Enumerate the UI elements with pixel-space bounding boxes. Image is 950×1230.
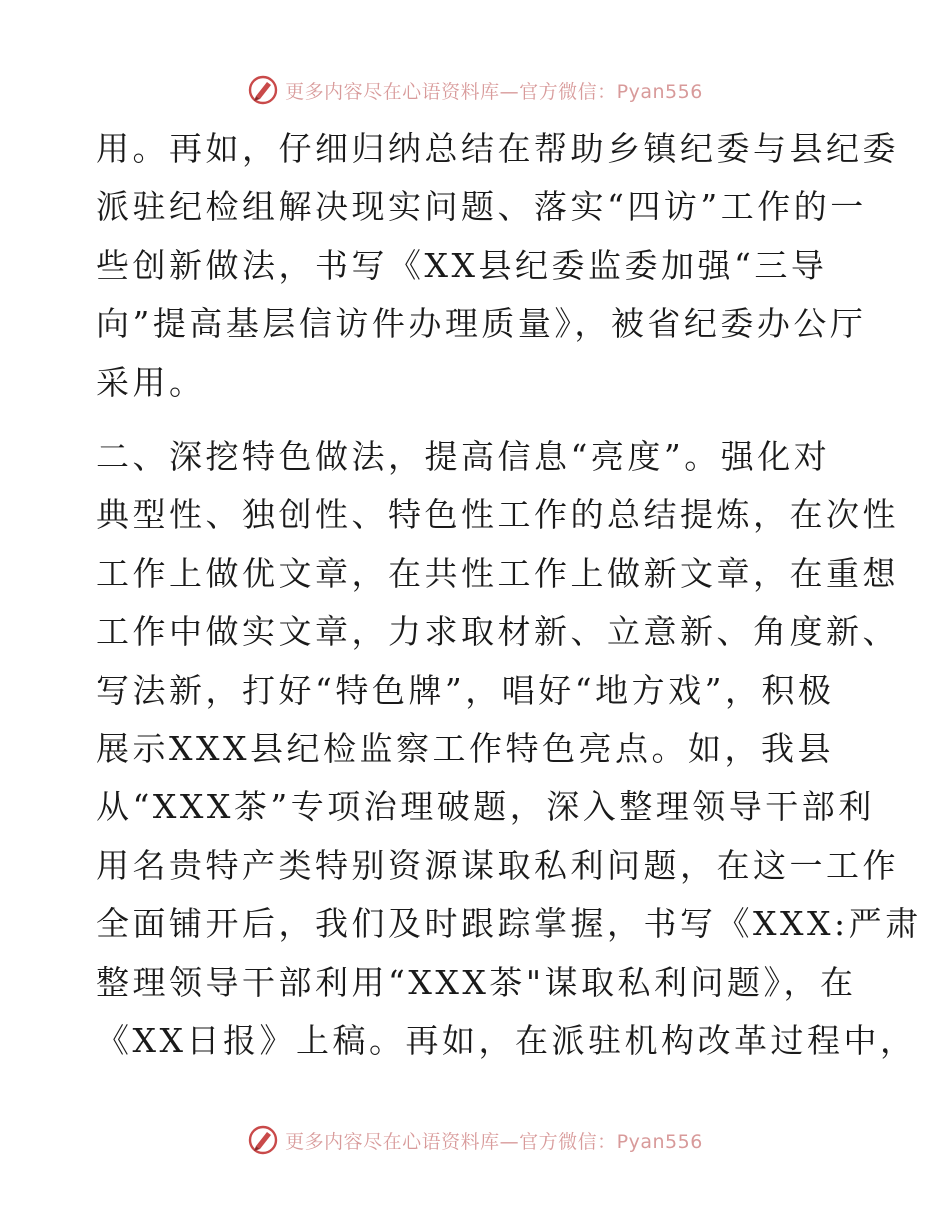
footer-watermark (0, 1120, 950, 1160)
text-line: 些创新做法，书写《XX县纪委监委加强“三导 (96, 245, 828, 285)
text-line: 展示XXX县纪检监察工作特色亮点。如，我县 (96, 729, 834, 769)
text-line: 用名贵特产类特别资源谋取私利问题，在这一工作 (96, 845, 899, 885)
document-body (96, 120, 922, 1071)
text-line: 工作中做实文章，力求取材新、立意新、角度新、 (96, 612, 899, 652)
text-line: 全面铺开后，我们及时跟踪掌握，书写《XXX:严肃 (96, 904, 922, 944)
text-line: 工作上做优文章，在共性工作上做新文章，在重想 (96, 553, 899, 593)
brand-logo-icon (247, 74, 279, 106)
text-line: 写法新，打好“特色牌”，唱好“地方戏”，积极 (96, 670, 835, 710)
text-line: 向”提高基层信访件办理质量》，被省纪委办公厅 (96, 304, 867, 344)
brand-logo-icon (247, 1124, 279, 1156)
text-line: 《XX日报》上稿。再如，在派驻机构改革过程中， (96, 1021, 917, 1061)
paragraph-spacer (96, 412, 856, 428)
header-watermark (0, 70, 950, 110)
text-line: 从“XXX茶”专项治理破题，深入整理领导干部利 (96, 787, 875, 827)
paragraph-1 (96, 120, 899, 412)
text-line: 采用。 (96, 362, 206, 402)
text-line: 用。再如，仔细归纳总结在帮助乡镇纪委与县纪委 (96, 129, 899, 168)
paragraph-2 (96, 428, 922, 1070)
text-line: 派驻纪检组解决现实问题、落实“四访”工作的一 (96, 187, 867, 227)
text-line: 二、深挖特色做法，提高信息“亮度”。强化对 (96, 437, 831, 477)
text-line: 典型性、独创性、特色性工作的总结提炼，在次性 (96, 495, 899, 535)
text-line: 整理领导干部利用“XXX茶"谋取私利问题》，在 (96, 962, 857, 1002)
watermark-text: 更多内容尽在心语资料库—官方微信：Pyan556 (285, 1130, 703, 1153)
watermark-text: 更多内容尽在心语资料库—官方微信：Pyan556 (285, 80, 703, 103)
